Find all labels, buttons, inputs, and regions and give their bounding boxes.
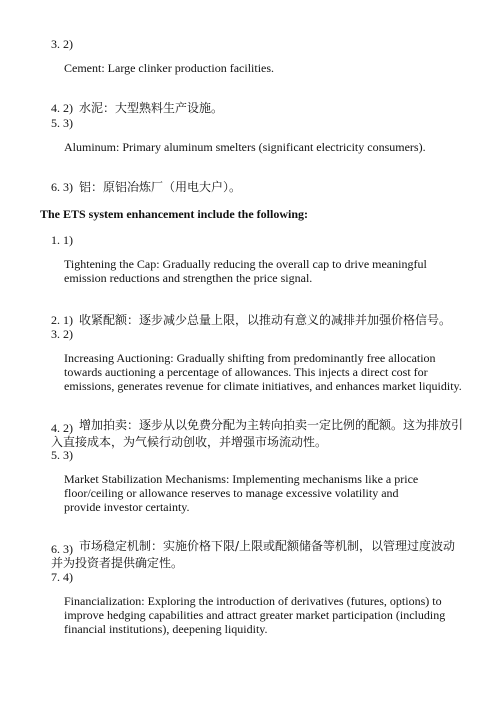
list-item-text-zh: 收紧配额：逐步减少总量上限，以推动有意义的减排并加强价格信号。 <box>79 313 452 327</box>
list-item-text: Tightening the Cap: Gradually reducing the overall cap to drive meaningful emission reductions and strengthen the price signal. <box>64 257 427 285</box>
list-marker: 5. 3) <box>51 116 73 130</box>
list-marker: 3. 2) <box>51 327 73 341</box>
list-marker: 6. 3) <box>51 542 73 556</box>
list-item-text-zh: 增加拍卖：逐步从以免费分配为主转向拍卖一定比例的配额。这为排放引入直接成本，为气候行动创收，并增强市场流动性。 <box>51 418 464 449</box>
list-marker: 4. 2) <box>51 101 73 115</box>
list-marker: 3. 2) <box>51 37 73 51</box>
list-item-text: Increasing Auctioning: Gradually shifting from predominantly free allocation towards auctioning a percentage of allowances. This injects a direct cost for emissions, generates revenue for climate initiatives, and enhances market liquidity. <box>64 351 462 393</box>
list-item-text-zh-wrap <box>51 538 463 572</box>
list-marker: 7. 4) <box>51 570 73 584</box>
list-marker: 4. 2) <box>51 421 73 435</box>
list-item-text: Cement: Large clinker production facilities. <box>64 61 275 75</box>
list-item-text-zh: 市场稳定机制：实施价格下限/上限或配额储备等机制，以管理过度波动并为投资者提供确定性。 <box>51 539 456 570</box>
list-item-text: Financialization: Exploring the introduction of derivatives (futures, options) to improve hedging capabilities and attract greater market participation (including financial institutions), deepening liquidity. <box>64 594 446 636</box>
section-heading: The ETS system enhancement include the following: <box>40 207 309 221</box>
list-marker: 1. 1) <box>51 233 73 247</box>
list-marker: 2. 1) <box>51 313 73 327</box>
list-marker: 6. 3) <box>51 180 73 194</box>
list-item-text-zh: 铝：原铝冶炼厂（用电大户）。 <box>79 180 242 194</box>
list-item-text: Market Stabilization Mechanisms: Implementing mechanisms like a price floor/ceiling or allowance reserves to manage excessive volatility and provide investor certainty. <box>64 472 419 514</box>
list-item-text-zh: 水泥：大型熟料生产设施。 <box>79 101 224 115</box>
list-item-text: Aluminum: Primary aluminum smelters (significant electricity consumers). <box>64 140 426 154</box>
list-item-text-zh-wrap <box>51 417 463 451</box>
list-marker: 5. 3) <box>51 448 73 462</box>
